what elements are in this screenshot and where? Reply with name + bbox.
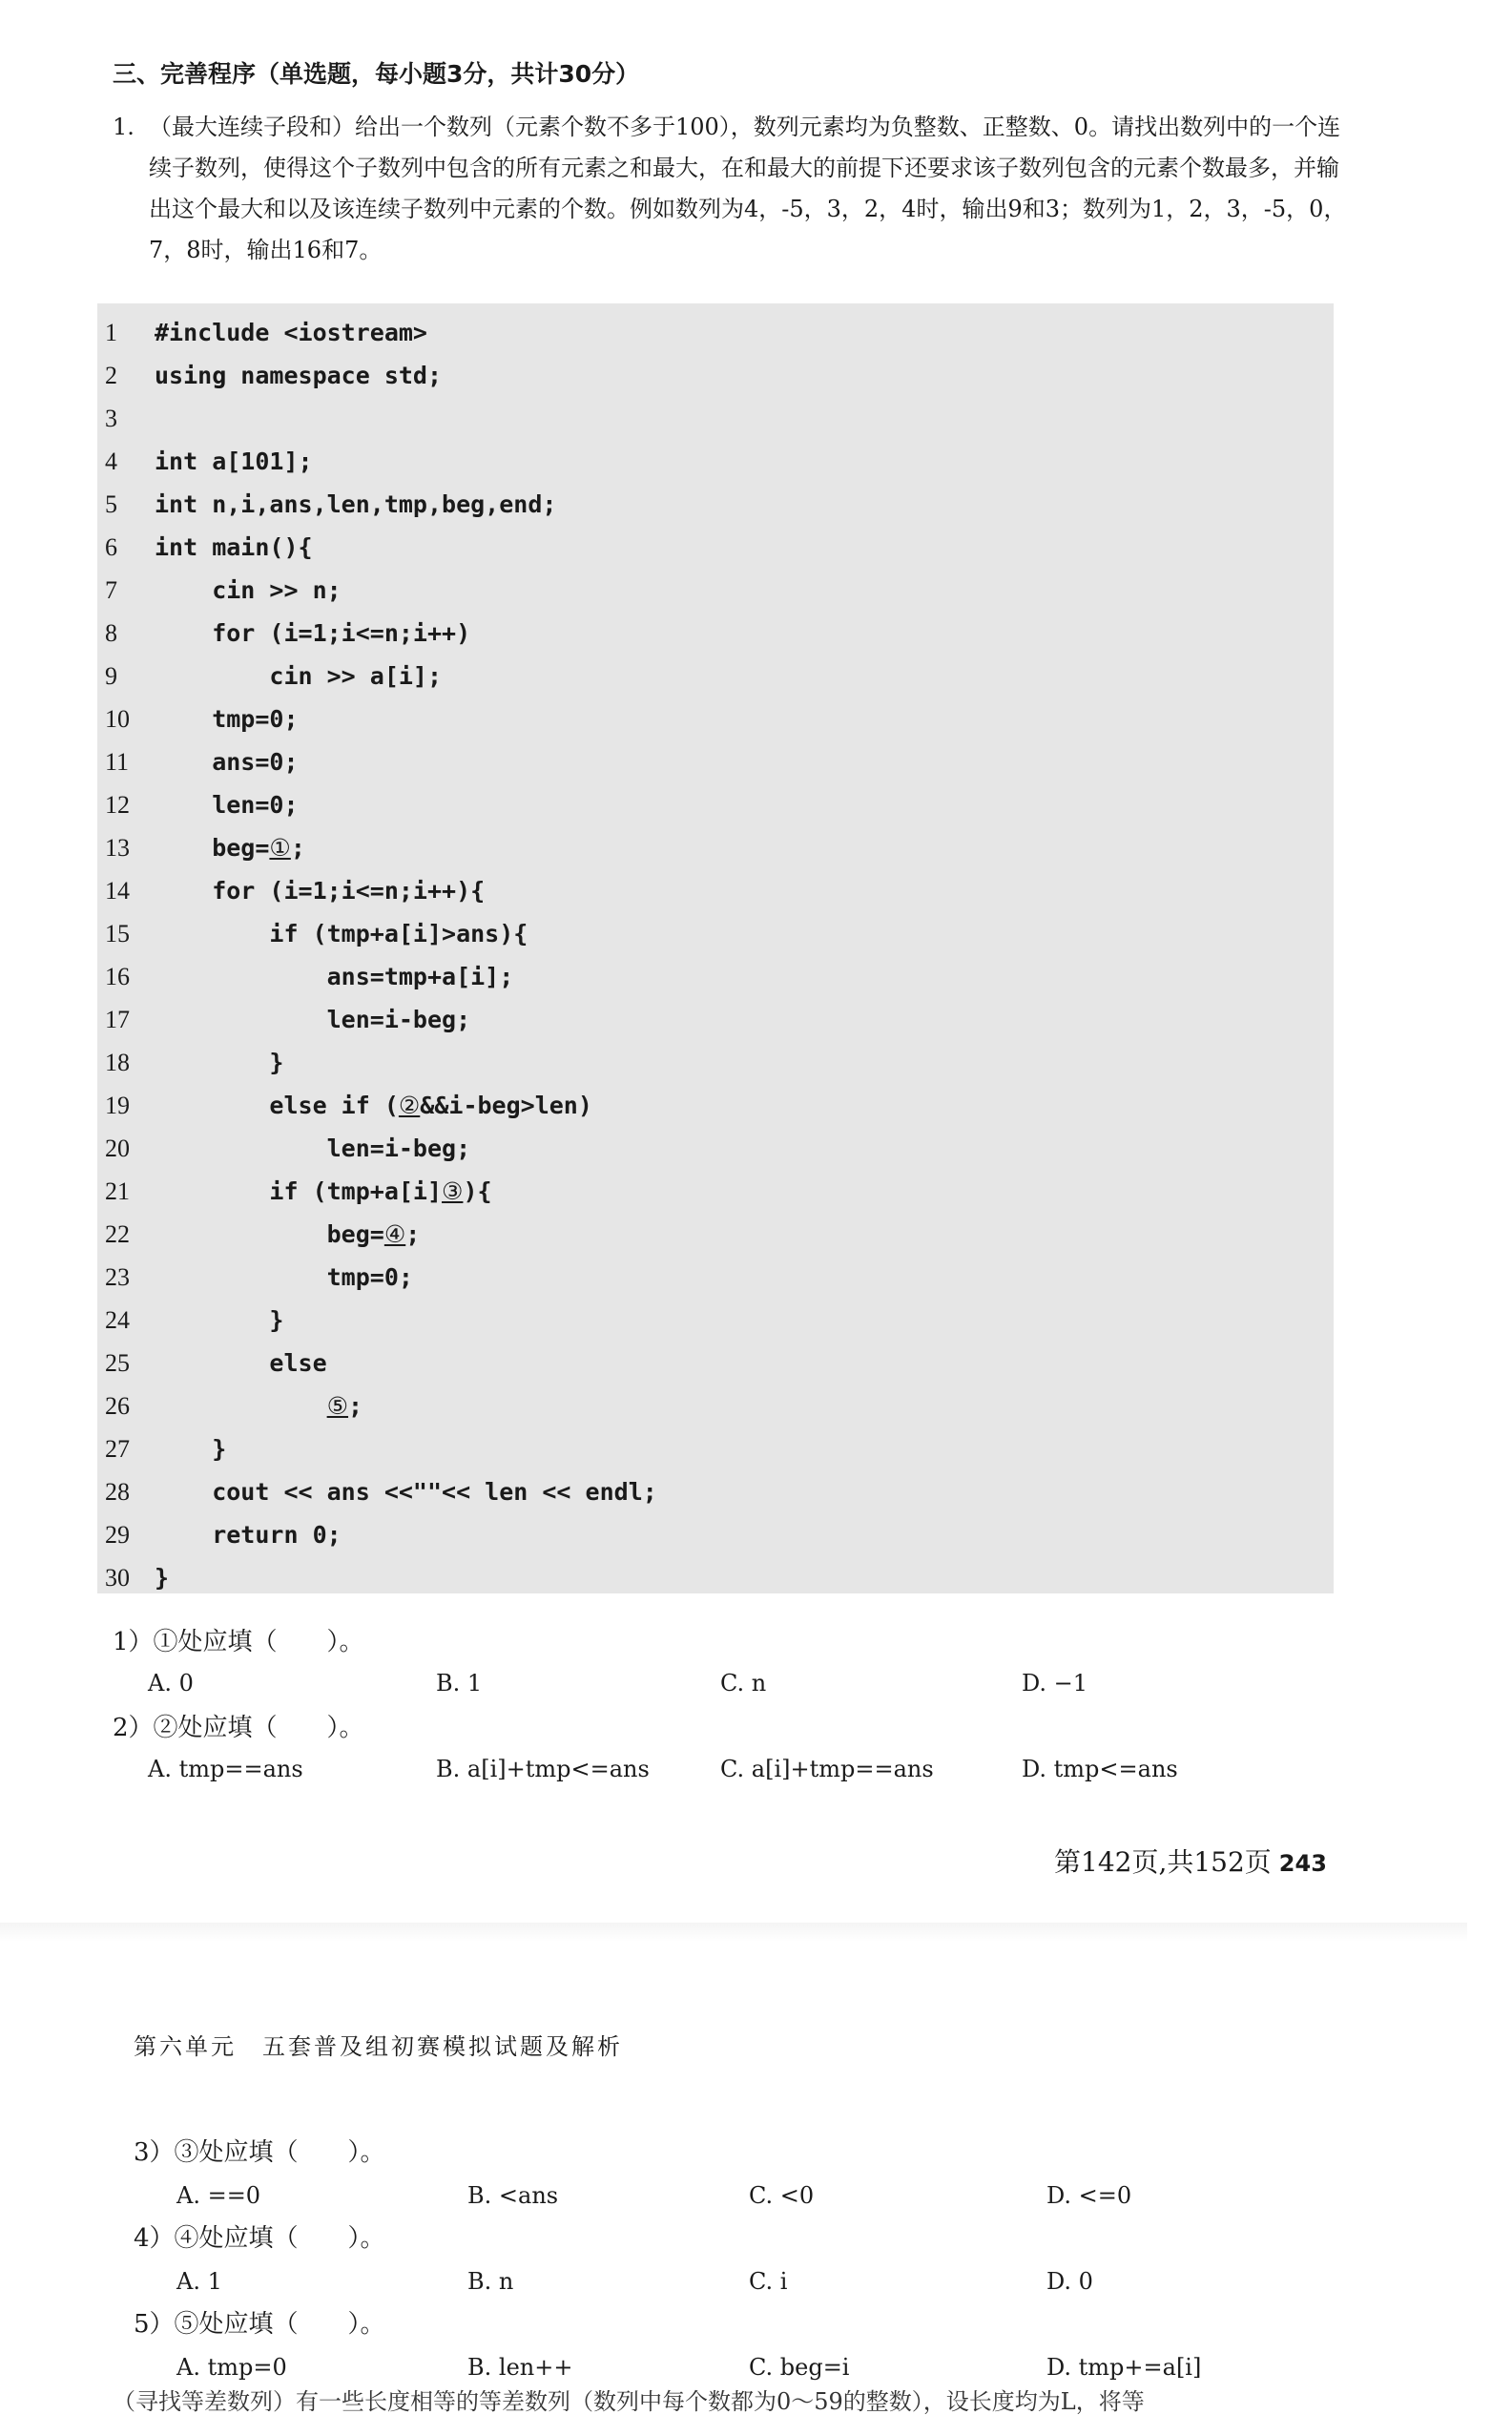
option-a[interactable]: A. ==0 — [176, 2182, 261, 2209]
code-text — [155, 1342, 327, 1384]
code-text — [155, 1470, 657, 1513]
code-text — [155, 697, 299, 740]
code-segment: using namespace std; — [155, 362, 443, 389]
option-d[interactable]: D. tmp+=a[i] — [1046, 2354, 1202, 2381]
line-number: 20 — [105, 1135, 130, 1162]
code-segment: cout << ans <<""<< len << endl; — [155, 1478, 657, 1506]
code-text — [155, 1127, 470, 1170]
code-text — [155, 1084, 592, 1127]
code-segment — [155, 1392, 327, 1420]
page-number: 243 — [1278, 1850, 1327, 1877]
blank-marker: ① — [269, 834, 291, 862]
code-text — [155, 354, 442, 397]
code-segment: beg= — [155, 1220, 384, 1248]
line-number: 4 — [105, 448, 117, 475]
code-segment: ){ — [463, 1177, 492, 1205]
line-number: 18 — [105, 1049, 130, 1076]
code-segment: int a[101]; — [155, 448, 313, 475]
line-number: 19 — [105, 1092, 130, 1119]
option-row — [176, 2268, 1512, 2300]
code-text — [155, 1170, 492, 1213]
question-text: （最大连续子段和）给出一个数列（元素个数不多于100），数列元素均为负整数、正整数、0。请找出数列中的一个连续子数列，使得这个子数列中包含的所有元素之和最大，在和最大的前提下还要求该子数列包含的元素个数最多，并输出这个最大和以及该连续子数列中元素的个数。例如数列为4，-5，3，2，4时，输出9和3；数列为1，2，3，-5，0，7，8时，输出16和7。 — [149, 114, 1347, 263]
code-segment: len=0; — [155, 791, 299, 819]
code-text — [155, 955, 513, 998]
line-number: 23 — [105, 1263, 130, 1291]
code-segment: for (i=1;i<=n;i++) — [155, 619, 471, 647]
option-c[interactable]: C. <0 — [749, 2182, 815, 2209]
code-segment: len=i-beg; — [155, 1006, 471, 1033]
code-text — [155, 612, 470, 655]
code-text — [155, 483, 556, 526]
line-number: 30 — [105, 1564, 130, 1592]
question-label: 1）①处应填（ ）。 — [113, 1628, 364, 1656]
code-segment: } — [155, 1435, 227, 1463]
line-number: 25 — [105, 1349, 130, 1377]
code-segment: tmp=0; — [155, 705, 299, 733]
code-segment: cin >> a[i]; — [155, 662, 443, 690]
blank-marker: ④ — [383, 1220, 406, 1248]
line-number: 9 — [105, 662, 117, 690]
code-text — [155, 1384, 362, 1427]
section-title: 三、完善程序（单选题，每小题3分，共计30分） — [113, 60, 640, 88]
option-b[interactable]: B. n — [467, 2268, 514, 2295]
code-segment: int n,i,ans,len,tmp,beg,end; — [155, 490, 557, 518]
option-c[interactable]: C. a[i]+tmp==ans — [720, 1756, 934, 1782]
page-info: 第142页,共152页 — [1054, 1846, 1272, 1878]
question-number: 1. — [113, 114, 135, 140]
code-text — [155, 1041, 283, 1084]
line-number: 12 — [105, 791, 130, 819]
option-a[interactable]: A. tmp==ans — [148, 1756, 303, 1782]
option-a[interactable]: A. 0 — [148, 1670, 194, 1697]
option-b[interactable]: B. 1 — [436, 1670, 483, 1697]
code-text — [155, 783, 299, 826]
code-text — [155, 526, 313, 569]
code-text — [155, 912, 528, 955]
code-text — [155, 869, 485, 912]
code-segment: else — [155, 1349, 327, 1377]
line-number: 24 — [105, 1306, 130, 1334]
option-c[interactable]: C. beg=i — [749, 2354, 850, 2381]
option-row — [176, 2182, 1512, 2215]
line-number: 5 — [105, 490, 117, 518]
line-number: 27 — [105, 1435, 130, 1463]
code-text — [155, 1256, 413, 1299]
question-label: 4）④处应填（ ）。 — [134, 2224, 385, 2253]
line-number: 29 — [105, 1521, 130, 1549]
code-segment: return 0; — [155, 1521, 342, 1549]
blank-marker: ⑤ — [326, 1392, 349, 1420]
line-number: 16 — [105, 963, 130, 990]
line-number: 17 — [105, 1006, 130, 1033]
line-number: 14 — [105, 877, 130, 905]
line-number: 13 — [105, 834, 130, 862]
option-b[interactable]: B. <ans — [467, 2182, 559, 2209]
code-segment: if (tmp+a[i] — [155, 1177, 443, 1205]
code-listing — [97, 303, 1334, 1593]
option-d[interactable]: D. tmp<=ans — [1022, 1756, 1178, 1782]
code-segment: for (i=1;i<=n;i++){ — [155, 877, 486, 905]
line-number: 7 — [105, 576, 117, 604]
code-text — [155, 311, 427, 354]
code-segment: else if ( — [155, 1092, 399, 1119]
code-segment: &&i-beg>len) — [420, 1092, 592, 1119]
code-segment: len=i-beg; — [155, 1135, 471, 1162]
option-d[interactable]: D. <=0 — [1046, 2182, 1132, 2209]
code-segment: } — [155, 1049, 284, 1076]
line-number: 15 — [105, 920, 130, 947]
option-row — [148, 1756, 1483, 1788]
code-segment: } — [155, 1564, 170, 1592]
option-d[interactable]: D. 0 — [1046, 2268, 1093, 2295]
line-number: 11 — [105, 748, 130, 776]
code-text — [155, 1513, 342, 1556]
line-number: 21 — [105, 1177, 130, 1205]
option-d[interactable]: D. −1 — [1022, 1670, 1088, 1697]
code-segment: int main(){ — [155, 533, 313, 561]
option-b[interactable]: B. a[i]+tmp<=ans — [436, 1756, 650, 1782]
option-row — [176, 2354, 1512, 2386]
option-c[interactable]: C. n — [720, 1670, 767, 1697]
code-segment: ; — [348, 1392, 363, 1420]
code-segment: if (tmp+a[i]>ans){ — [155, 920, 528, 947]
code-segment: ; — [405, 1220, 421, 1248]
page-gap — [0, 1923, 1467, 1942]
code-text — [155, 1556, 169, 1599]
code-text — [155, 655, 442, 697]
code-text — [155, 1299, 283, 1342]
running-head: 第六单元 五套普及组初赛模拟试题及解析 — [134, 2033, 623, 2060]
line-number: 2 — [105, 362, 117, 389]
option-row — [148, 1670, 1483, 1702]
line-number: 3 — [105, 405, 117, 432]
question-label: 5）⑤处应填（ ）。 — [134, 2310, 385, 2339]
line-number: 26 — [105, 1392, 130, 1420]
page-footer — [1054, 1842, 1327, 1880]
question-label: 2）②处应填（ ）。 — [113, 1714, 364, 1742]
code-text — [155, 826, 305, 869]
code-segment: ; — [290, 834, 305, 862]
question-intro — [113, 107, 1353, 271]
line-number: 10 — [105, 705, 130, 733]
line-number: 28 — [105, 1478, 130, 1506]
question-label: 3）③处应填（ ）。 — [134, 2138, 385, 2167]
code-segment: ans=tmp+a[i]; — [155, 963, 514, 990]
code-segment: beg= — [155, 834, 270, 862]
code-segment: ans=0; — [155, 748, 299, 776]
option-b[interactable]: B. len++ — [467, 2354, 573, 2381]
line-number: 8 — [105, 619, 117, 647]
code-segment: } — [155, 1306, 284, 1334]
code-text — [155, 998, 470, 1041]
option-a[interactable]: A. tmp=0 — [176, 2354, 287, 2381]
code-text — [155, 1427, 226, 1470]
code-segment: tmp=0; — [155, 1263, 413, 1291]
code-text — [155, 1213, 420, 1256]
blank-marker: ② — [398, 1092, 421, 1119]
blank-marker: ③ — [442, 1177, 464, 1205]
code-segment: cin >> n; — [155, 576, 342, 604]
cut-off-text: （寻找等差数列）有一些长度相等的等差数列（数列中每个数都为0～59的整数），设长度均为L，将等 — [113, 2388, 1145, 2415]
code-text — [155, 740, 299, 783]
line-number: 6 — [105, 533, 117, 561]
option-a[interactable]: A. 1 — [176, 2268, 222, 2295]
line-number: 1 — [105, 319, 117, 346]
line-number: 22 — [105, 1220, 130, 1248]
option-c[interactable]: C. i — [749, 2268, 788, 2295]
code-segment: #include <iostream> — [155, 319, 427, 346]
code-text — [155, 569, 342, 612]
code-text — [155, 440, 313, 483]
